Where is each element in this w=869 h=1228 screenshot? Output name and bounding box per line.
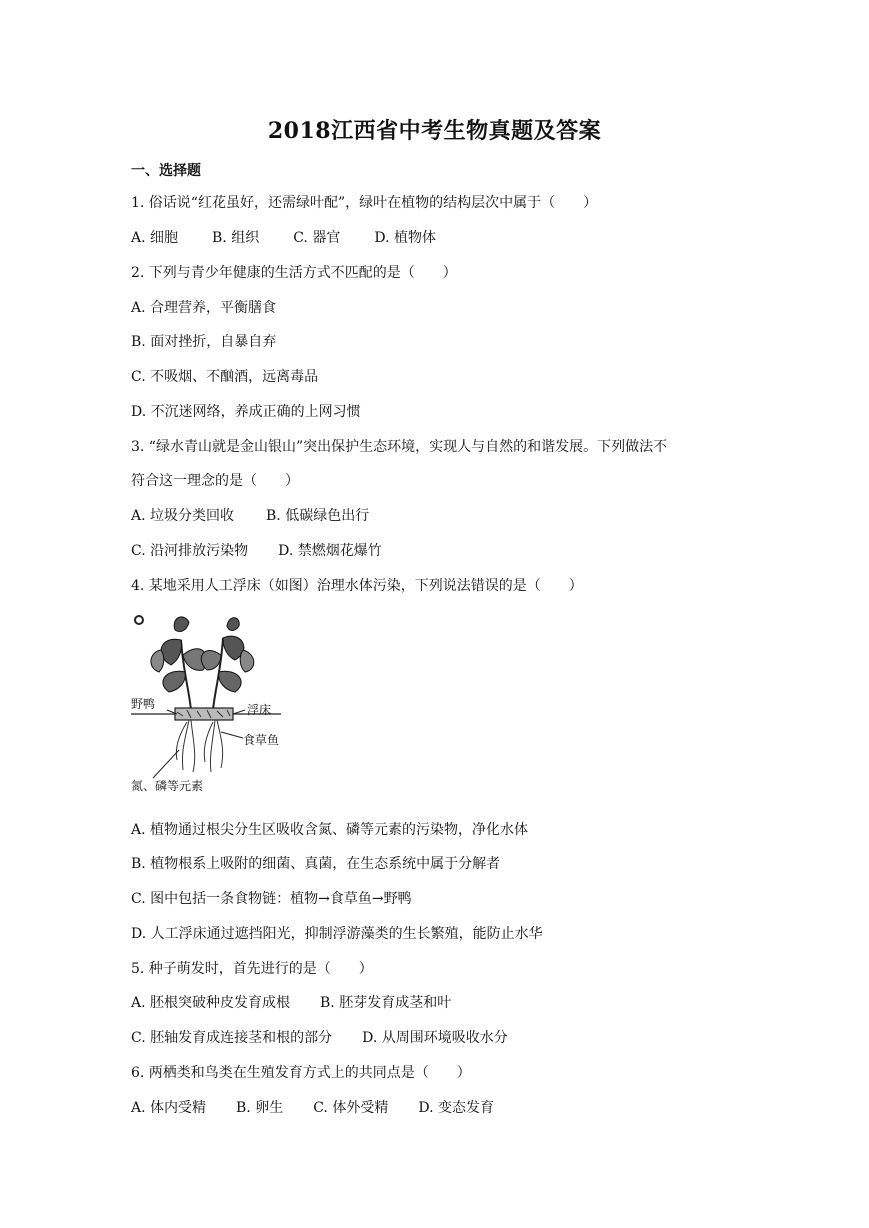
q3-option-b: B. 低碳绿色出行 [266, 508, 370, 524]
page-title: 2018江西省中考生物真题及答案 [267, 118, 602, 144]
q1-option-d: D. 植物体 [374, 230, 436, 246]
floating-bed [175, 708, 233, 720]
question-3-options-row1 [131, 507, 369, 525]
question-3-stem-line1: 3. “绿水青山就是金山银山”突出保护生态环境，实现人与自然的和谐发展。下列做法不 [131, 439, 668, 455]
label-duck: 野鸭 [131, 697, 156, 711]
q2-option-a: A. 合理营养，平衡膳食 [131, 300, 277, 316]
q3-option-c: C. 沿河排放污染物 [131, 543, 249, 559]
q5-option-d: D. 从周围环境吸收水分 [362, 1030, 508, 1046]
q5-option-b: B. 胚芽发育成茎和叶 [320, 995, 452, 1011]
question-3-stem-line2: 符合这一理念的是（ ） [131, 473, 299, 489]
q4-option-a: A. 植物通过根尖分生区吸收含氮、磷等元素的污染物，净化水体 [131, 822, 529, 838]
section-heading: 一、选择题 [131, 163, 201, 179]
question-3-options-row2 [131, 542, 382, 560]
q6-option-c: C. 体外受精 [313, 1100, 389, 1116]
question-5-stem: 5. 种子萌发时，首先进行的是（ ） [131, 961, 373, 977]
label-fish: 食草鱼 [243, 733, 280, 747]
q4-option-d: D. 人工浮床通过遮挡阳光，抑制浮游藻类的生长繁殖，能防止水华 [131, 926, 543, 942]
q1-option-a: A. 细胞 [131, 230, 179, 246]
question-5-options-row2 [131, 1029, 508, 1047]
question-1-options [131, 229, 436, 247]
q5-option-c: C. 胚轴发育成连接茎和根的部分 [131, 1030, 333, 1046]
q1-option-b: B. 组织 [212, 230, 260, 246]
sun-icon [135, 616, 143, 624]
question-1-stem: 1. 俗话说“红花虽好，还需绿叶配”，绿叶在植物的结构层次中属于（ ） [131, 195, 598, 211]
question-4-stem: 4. 某地采用人工浮床（如图）治理水体污染，下列说法错误的是（ ） [131, 578, 583, 594]
q6-option-b: B. 卵生 [236, 1100, 284, 1116]
q2-option-c: C. 不吸烟、不酗酒，远离毒品 [131, 369, 319, 385]
q3-option-d: D. 禁燃烟花爆竹 [278, 543, 382, 559]
q1-option-c: C. 器官 [293, 230, 341, 246]
question-6-options [131, 1099, 494, 1117]
q2-option-d: D. 不沉迷网络，养成正确的上网习惯 [131, 404, 361, 420]
question-6-stem: 6. 两栖类和鸟类在生殖发育方式上的共同点是（ ） [131, 1065, 471, 1081]
question-2-stem: 2. 下列与青少年健康的生活方式不匹配的是（ ） [131, 265, 457, 281]
q4-option-c: C. 图中包括一条食物链：植物→食草鱼→野鸭 [131, 891, 412, 907]
floating-bed-figure [131, 610, 291, 796]
q6-option-a: A. 体内受精 [131, 1100, 207, 1116]
label-bed: 浮床 [247, 703, 272, 717]
label-elements: 氮、磷等元素 [131, 779, 204, 793]
q2-option-b: B. 面对挫折，自暴自弃 [131, 334, 277, 350]
question-5-options-row1 [131, 994, 451, 1012]
q6-option-d: D. 变态发育 [418, 1100, 494, 1116]
q3-option-a: A. 垃圾分类回收 [131, 508, 235, 524]
q5-option-a: A. 胚根突破种皮发育成根 [131, 995, 291, 1011]
q4-option-b: B. 植物根系上吸附的细菌、真菌，在生态系统中属于分解者 [131, 856, 501, 872]
